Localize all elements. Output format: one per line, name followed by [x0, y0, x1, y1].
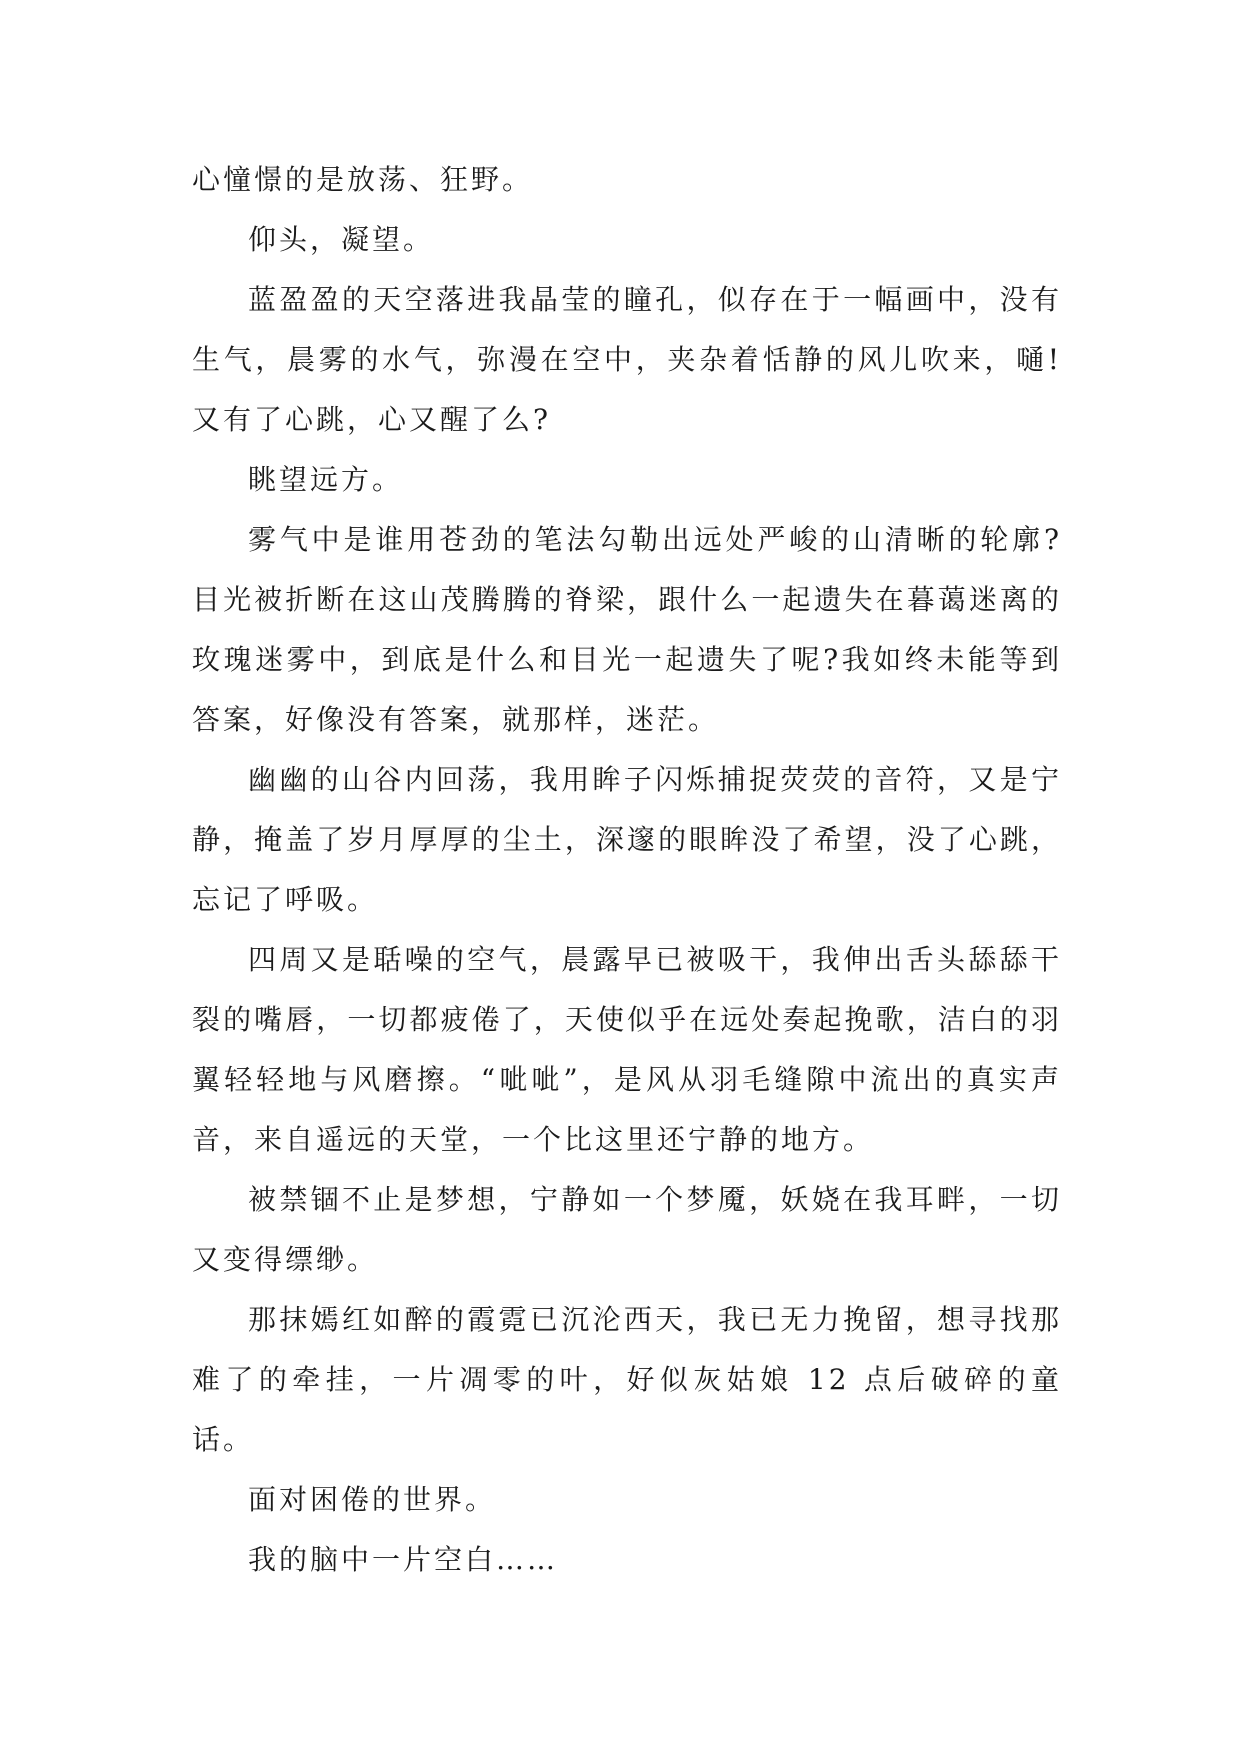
paragraph: 四周又是聒噪的空气，晨露早已被吸干，我伸出舌头舔舔干裂的嘴唇，一切都疲倦了，天使似乎在远处奏起挽歌，洁白的羽翼轻轻地与风磨擦。“呲呲”，是风从羽毛缝隙中流出的真实声音，来自遥远的天堂，一个比这里还宁静的地方。 — [192, 943, 1062, 1156]
paragraph: 仰头，凝望。 — [248, 223, 435, 256]
paragraph: 幽幽的山谷内回荡，我用眸子闪烁捕捉荧荧的音符，又是宁静，掩盖了岁月厚厚的尘土，深邃的眼眸没了希望，没了心跳，忘记了呼吸。 — [192, 763, 1062, 916]
paragraph: 那抹嫣红如醉的霞霓已沉沦西天，我已无力挽留，想寻找那难了的牵挂，一片凋零的叶，好似灰姑娘 12 点后破碎的童话。 — [192, 1303, 1062, 1456]
paragraph: 蓝盈盈的天空落进我晶莹的瞳孔，似存在于一幅画中，没有生气，晨雾的水气，弥漫在空中，夹杂着恬静的风儿吹来，嗵!又有了心跳，心又醒了么? — [192, 283, 1062, 436]
paragraph: 雾气中是谁用苍劲的笔法勾勒出远处严峻的山清晰的轮廓?目光被折断在这山茂腾腾的脊梁，跟什么一起遗失在暮蔼迷离的玫瑰迷雾中，到底是什么和目光一起遗失了呢?我如终未能等到答案，好像没有答案，就那样，迷茫。 — [192, 523, 1062, 736]
paragraph: 我的脑中一片空白…… — [248, 1543, 559, 1576]
document-body — [192, 150, 1062, 1590]
paragraph: 心憧憬的是放荡、狂野。 — [192, 163, 534, 196]
paragraph: 眺望远方。 — [248, 463, 404, 496]
paragraph: 面对困倦的世界。 — [248, 1483, 497, 1516]
paragraph: 被禁锢不止是梦想，宁静如一个梦魇，妖娆在我耳畔，一切又变得缥缈。 — [192, 1183, 1062, 1276]
